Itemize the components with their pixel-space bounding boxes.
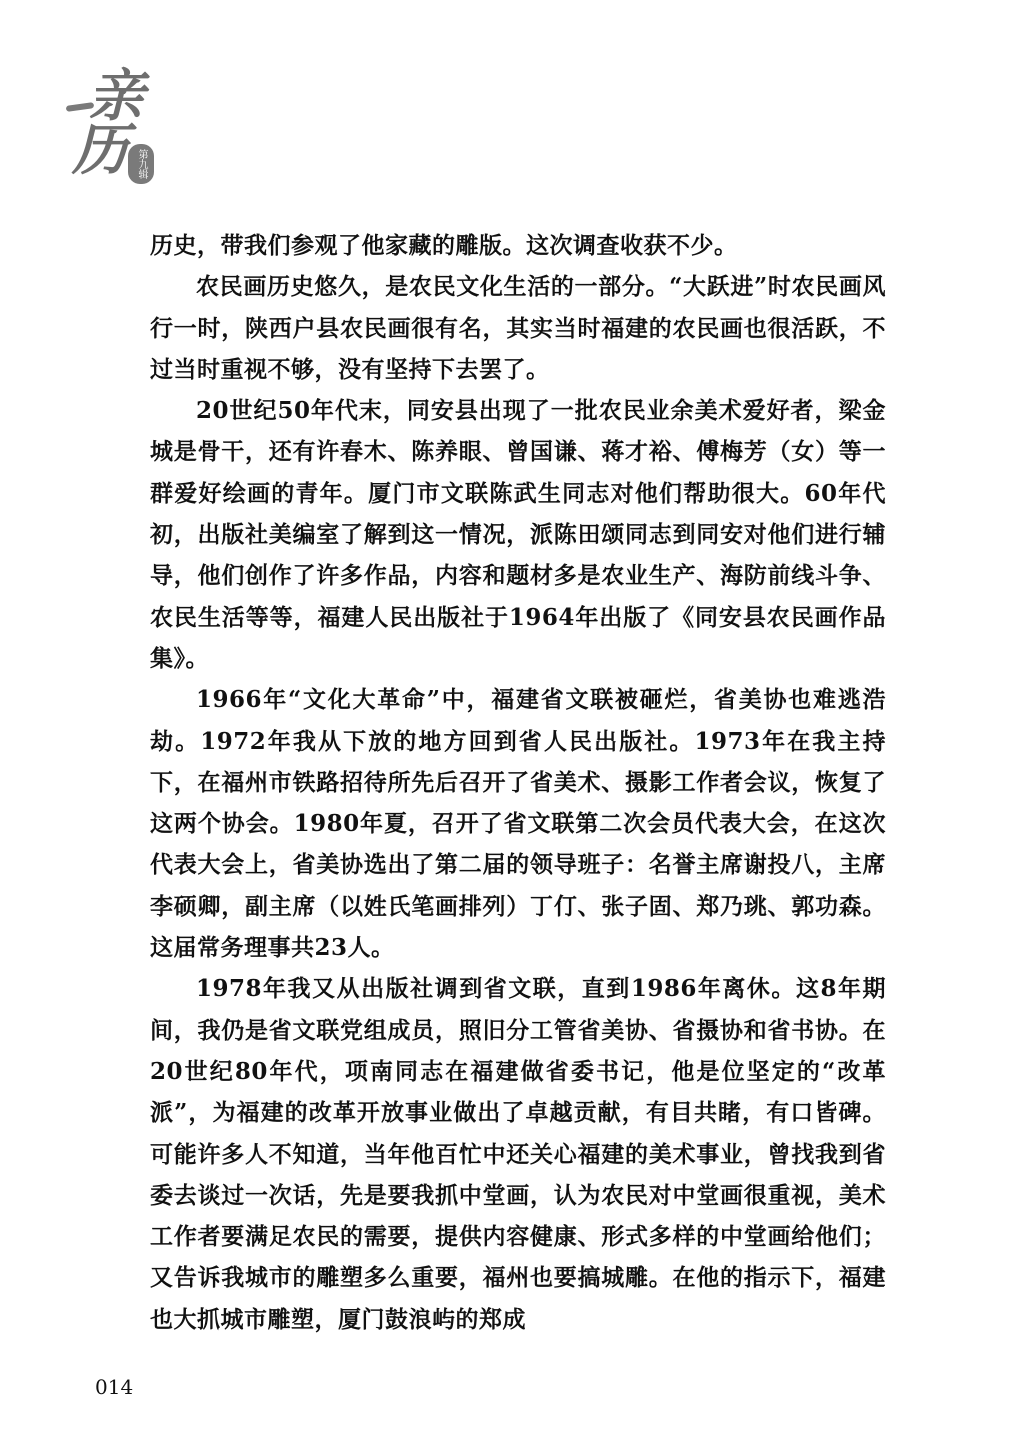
paragraph-continued: 历史，带我们参观了他家藏的雕版。这次调查收获不少。 [150, 232, 738, 259]
main-text [150, 225, 886, 1340]
logo-character-li: 历 [72, 117, 128, 183]
page-number: 014 [95, 1375, 134, 1399]
logo-character-qin: 亲 [88, 63, 144, 129]
paragraph: 20世纪50年代末，同安县出现了一批农民业余美术爱好者，梁金城是骨干，还有许春木、陈养眼、曾国谦、蒋才裕、傅梅芳（女）等一群爱好绘画的青年。厦门市文联陈武生同志对他们帮助很大。60年代初，出版社美编室了解到这一情况，派陈田颂同志到同安对他们进行辅导，他们创作了许多作品，内容和题材多是农业生产、海防前线斗争、农民生活等等，福建人民出版社于1964年出版了《同安县农民画作品集》。 [150, 397, 886, 672]
volume-seal: 第九辑 [128, 144, 154, 184]
paragraph: 1978年我又从出版社调到省文联，直到1986年离休。这8年期间，我仍是省文联党组成员，照旧分工管省美协、省摄协和省书协。在20世纪80年代，项南同志在福建做省委书记，他是位坚定的“改革派”，为福建的改革开放事业做出了卓越贡献，有目共睹，有口皆碑。可能许多人不知道，当年他百忙中还关心福建的美术事业，曾找我到省委去谈过一次话，先是要我抓中堂画，认为农民对中堂画很重视，美术工作者要满足农民的需要，提供内容健康、形式多样的中堂画给他们；又告诉我城市的雕塑多么重要，福州也要搞城雕。在他的指示下，福建也大抓城市雕塑，厦门鼓浪屿的郑成 [150, 975, 886, 1333]
paragraph: 1966年“文化大革命”中，福建省文联被砸烂，省美协也难逃浩劫。1972年我从下放的地方回到省人民出版社。1973年在我主持下，在福州市铁路招待所先后召开了省美术、摄影工作者会议，恢复了这两个协会。1980年夏，召开了省文联第二次会员代表大会，在这次代表大会上，省美协选出了第二届的领导班子：名誉主席谢投八，主席李硕卿，副主席（以姓氏笔画排列）丁仃、张子固、郑乃珧、郭功森。这届常务理事共23人。 [150, 686, 886, 962]
book-series-logo [66, 64, 166, 182]
paragraph: 农民画历史悠久，是农民文化生活的一部分。“大跃进”时农民画风行一时，陕西户县农民画很有名，其实当时福建的农民画也很活跃，不过当时重视不够，没有坚持下去罢了。 [150, 273, 886, 383]
